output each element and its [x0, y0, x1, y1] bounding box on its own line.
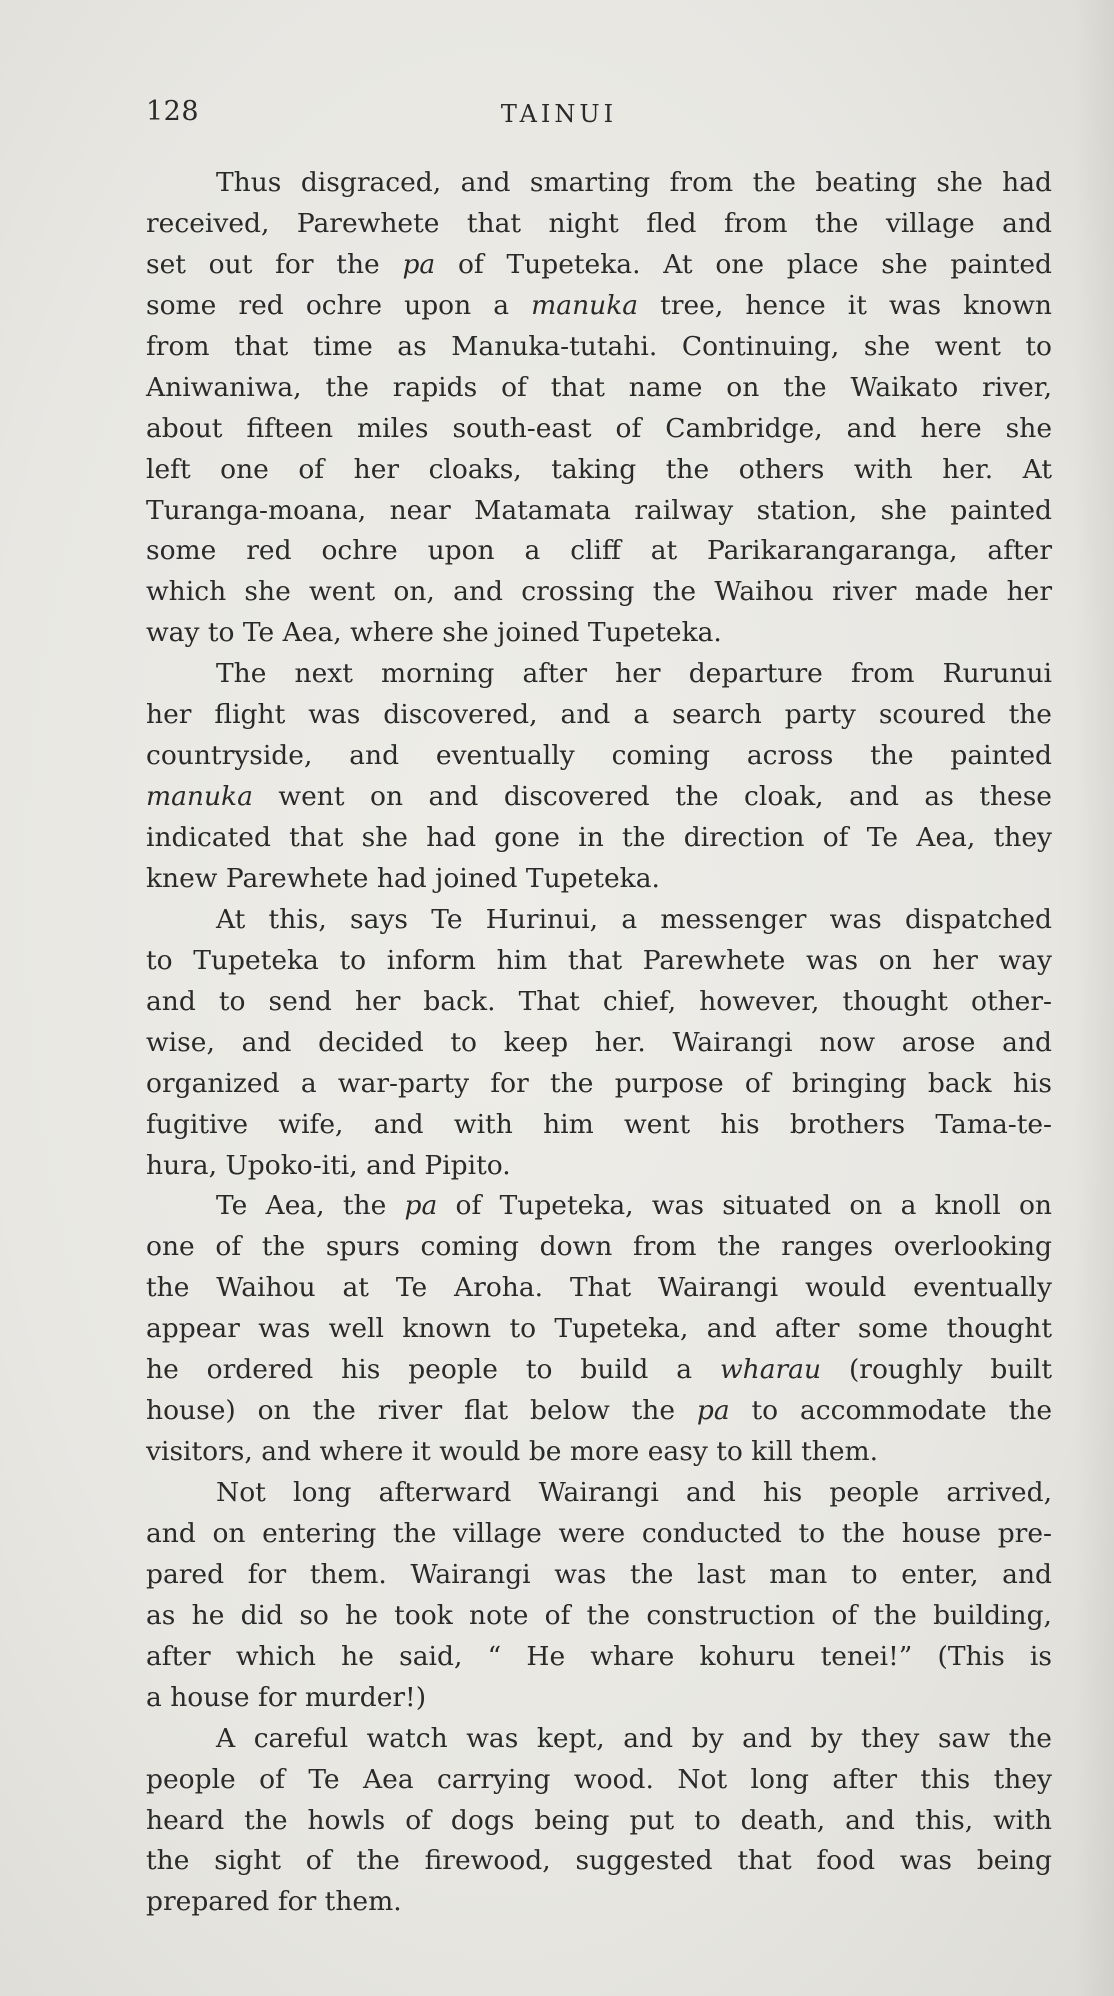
text-line [146, 695, 1052, 736]
text-segment: organized a war-party for the purpose of bringing back his [146, 1067, 1052, 1099]
italic-term: manuka [531, 289, 639, 321]
text-segment: her flight was discovered, and a search party scoured the [146, 699, 1052, 731]
text-line [146, 204, 1052, 245]
text-segment: countryside, and eventually coming across the painted [146, 740, 1052, 772]
paragraph [146, 163, 1052, 654]
text-segment: way to Te Aea, where she joined Tupeteka. [146, 617, 722, 649]
text-segment: the Waihou at Te Aroha. That Wairangi would eventually [146, 1272, 1052, 1304]
text-segment: and on entering the village were conducted to the house pre- [146, 1517, 1052, 1549]
text-line [146, 1637, 1052, 1678]
text-line [146, 1678, 1052, 1719]
text-segment: to accommodate the [729, 1395, 1052, 1427]
text-segment: (roughly built [821, 1354, 1052, 1386]
text-line [146, 859, 1052, 900]
text-segment: house) on the river flat below the [146, 1395, 697, 1427]
text-segment: knew Parewhete had joined Tupeteka. [146, 862, 660, 894]
text-line [146, 1186, 1052, 1227]
text-line [146, 1801, 1052, 1842]
text-line [146, 1064, 1052, 1105]
text-segment: about fifteen miles south-east of Cambridge, and here she [146, 412, 1052, 444]
text-segment: which she went on, and crossing the Waihou river made her [146, 576, 1052, 608]
text-segment: the sight of the firewood, suggested that food was being [146, 1845, 1052, 1877]
text-line [146, 572, 1052, 613]
text-line [146, 654, 1052, 695]
text-segment: prepared for them. [146, 1886, 402, 1918]
text-line [146, 1105, 1052, 1146]
text-line [146, 409, 1052, 450]
text-segment: he ordered his people to build a [146, 1354, 720, 1386]
italic-term: manuka [146, 781, 253, 813]
text-line [146, 941, 1052, 982]
text-segment: Aniwaniwa, the rapids of that name on the Waikato river, [146, 371, 1052, 403]
text-line [146, 1432, 1052, 1473]
text-segment: went on and discovered the cloak, and as these [252, 781, 1052, 813]
text-segment: Thus disgraced, and smarting from the beating she had [216, 167, 1052, 198]
text-line [146, 1596, 1052, 1637]
text-line [146, 491, 1052, 532]
text-line [146, 1350, 1052, 1391]
text-segment: Turanga-moana, near Matamata railway station, she painted [146, 494, 1052, 526]
text-line [146, 900, 1052, 941]
text-line [146, 245, 1052, 286]
text-segment: after which he said, “ He whare kohuru tenei!” (This is [146, 1640, 1052, 1672]
text-line [146, 163, 1052, 204]
text-line [146, 1760, 1052, 1801]
text-segment: and to send her back. That chief, however, thought other- [146, 985, 1052, 1017]
text-line [146, 982, 1052, 1023]
text-segment: At this, says Te Hurinui, a messenger was dispatched [216, 903, 1052, 935]
italic-term: wharau [719, 1354, 822, 1386]
text-line [146, 531, 1052, 572]
italic-term: pa [696, 1395, 730, 1427]
text-line [146, 1514, 1052, 1555]
text-segment: heard the howls of dogs being put to death, and this, with [146, 1804, 1052, 1836]
text-segment: Te Aea, the [216, 1190, 405, 1222]
text-line [146, 1146, 1052, 1187]
text-segment: of Tupeteka, was situated on a knoll on [437, 1190, 1052, 1222]
text-line [146, 1882, 1052, 1923]
text-line [146, 736, 1052, 777]
text-segment: some red ochre upon a [146, 289, 532, 321]
text-segment: a house for murder!) [146, 1681, 427, 1713]
text-segment: one of the spurs coming down from the ranges overlooking [146, 1231, 1052, 1263]
paragraph [146, 1186, 1052, 1473]
text-segment: from that time as Manuka-tutahi. Continuing, she went to [146, 330, 1052, 362]
text-segment: of Tupeteka. At one place she painted [435, 248, 1052, 280]
body-text [146, 163, 1052, 1923]
text-segment: The next morning after her departure from Rurunui [216, 658, 1052, 690]
text-line [146, 818, 1052, 859]
text-segment: to Tupeteka to inform him that Parewhete was on her way [146, 944, 1052, 976]
text-line [146, 368, 1052, 409]
running-title: TAINUI [500, 100, 618, 128]
text-segment: tree, hence it was known [638, 289, 1052, 321]
text-line [146, 327, 1052, 368]
text-line [146, 450, 1052, 491]
italic-term: pa [404, 1190, 438, 1222]
text-segment: hura, Upoko-iti, and Pipito. [146, 1149, 511, 1181]
text-segment: A careful watch was kept, and by and by they saw the [216, 1722, 1052, 1754]
italic-term: pa [402, 248, 436, 280]
text-segment: people of Te Aea carrying wood. Not long after this they [146, 1763, 1052, 1795]
text-segment: set out for the [146, 248, 403, 280]
text-segment: some red ochre upon a cliff at Parikarangaranga, after [146, 535, 1052, 567]
text-segment: pared for them. Wairangi was the last man to enter, and [146, 1558, 1052, 1590]
paragraph [146, 1473, 1052, 1719]
text-segment: left one of her cloaks, taking the others with her. At [146, 453, 1052, 485]
text-line [146, 1719, 1052, 1760]
text-segment: indicated that she had gone in the direction of Te Aea, they [146, 822, 1052, 853]
text-segment: Not long afterward Wairangi and his people arrived, [216, 1477, 1052, 1508]
text-line [146, 1309, 1052, 1350]
page-number: 128 [146, 96, 200, 127]
text-segment: fugitive wife, and with him went his brothers Tama-te- [146, 1108, 1052, 1140]
paragraph [146, 1719, 1052, 1924]
text-line [146, 1227, 1052, 1268]
text-line [146, 1023, 1052, 1064]
text-line [146, 1555, 1052, 1596]
text-line [146, 1391, 1052, 1432]
paragraph [146, 654, 1052, 900]
text-line [146, 286, 1052, 327]
running-head [146, 96, 972, 136]
paragraph [146, 900, 1052, 1187]
text-line [146, 613, 1052, 654]
text-line [146, 1268, 1052, 1309]
text-line [146, 777, 1052, 818]
text-line [146, 1473, 1052, 1514]
text-segment: visitors, and where it would be more easy to kill them. [146, 1436, 879, 1468]
text-segment: as he did so he took note of the construction of the building, [146, 1599, 1052, 1631]
text-line [146, 1841, 1052, 1882]
page-edge-shadow [1074, 0, 1114, 1996]
text-segment: wise, and decided to keep her. Wairangi now arose and [146, 1026, 1052, 1058]
text-segment: appear was well known to Tupeteka, and after some thought [146, 1313, 1052, 1345]
text-segment: received, Parewhete that night fled from the village and [146, 207, 1052, 239]
